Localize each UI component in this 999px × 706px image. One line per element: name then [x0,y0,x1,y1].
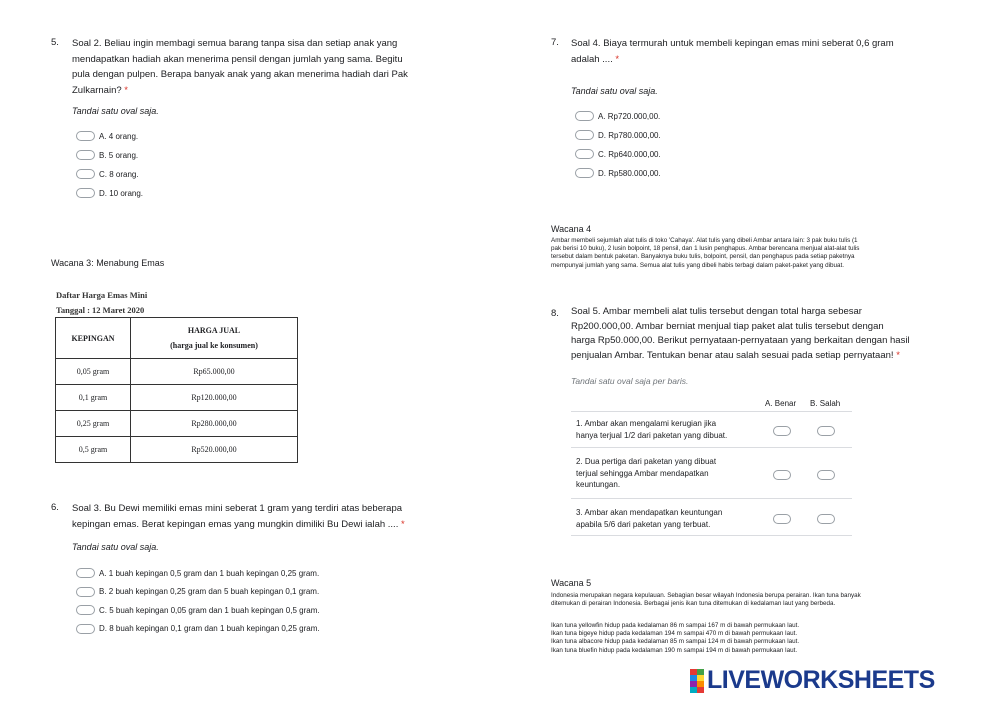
question-7-number: 7. [551,37,559,48]
table-row [56,385,298,411]
fact-line: Ikan tuna yellowfin hidup pada kedalaman 86 m sampai 167 m di bawah permukaan laut. [551,622,800,629]
question-5-text [72,36,492,98]
question-5-line: pula dengan pulpen. Berapa banyak anak yang akan menerima hadiah dari Pak [72,69,408,80]
question-5-line: mendapatkan hadiah akan menerima pensil dengan jumlah yang sama. Begitu [72,53,403,65]
required-asterisk: * [124,84,128,96]
wacana-4-text: Ambar membeli sejumlah alat tulis di toko 'Cahaya'. Alat tulis yang dibeli Ambar antara lain: 3 pak buku tulis (1 pak berisi 10 buku), 2 lusin bolpoint, 18 pensil, dan 1 lusin penghapus. Ambar berencana menjual alat-alat tulis tersebut dalam bentuk paketan. Banyaknya buku tulis, bolpoint, pensil, dan penghapus pada setiap paketnya mempunyai jumlah yang sama. Semua alat tulis yang dibeli habis terbagi dalam paket-paket yang dibuat. [551,237,860,269]
radio-salah[interactable] [817,470,835,480]
question-7-line: adalah .... * [571,53,620,65]
table-header-harga: HARGA JUAL (harga jual ke konsumen) [131,318,298,359]
fact-line: Ikan tuna bluefin hidup pada kedalaman 190 m sampai 194 m di bawah permukaan laut. [551,646,798,654]
cell-harga: Rp120.000,00 [131,385,298,411]
radio-oval[interactable] [76,169,95,179]
question-8-text [571,305,991,363]
cell-harga: Rp520.000,00 [131,437,298,463]
logo-icon [690,669,704,693]
price-table-title: Daftar Harga Emas Mini [56,290,148,300]
option-c[interactable]: C. 8 orang. [76,168,143,180]
radio-salah[interactable] [817,426,835,436]
table-row [56,411,298,437]
radio-oval[interactable] [575,111,594,121]
question-8-line: penjualan Ambar. Tentukan benar atau salah sesuai pada setiap pernyataan! * [571,349,900,361]
cell-kepingan: 0,5 gram [56,437,131,463]
question-5-number: 5. [51,37,59,48]
cell-harga: Rp280.000,00 [131,411,298,437]
table-row [56,437,298,463]
question-5-line: Zulkarnain? * [72,84,128,96]
question-5-line: Soal 2. Beliau ingin membagi semua barang tanpa sisa dan setiap anak yang [72,38,398,49]
grid-row-2: 2. Dua pertiga dari paketan yang dibuat terjual sehingga Ambar mendapatkan keuntungan. [571,447,852,498]
question-7-line: Soal 4. Biaya termurah untuk membeli kepingan emas mini seberat 0,6 gram [571,38,894,49]
question-6-line: Soal 3. Bu Dewi memiliki emas mini seberat 1 gram yang terdiri atas beberapa [72,503,403,514]
gold-price-table [55,317,298,463]
radio-benar[interactable] [773,470,791,480]
wacana-5-title: Wacana 5 [551,578,592,588]
option-a[interactable]: A. 1 buah kepingan 0,5 gram dan 1 buah kepingan 0,25 gram. [76,567,320,579]
radio-oval[interactable] [76,587,95,597]
price-table-date: Tanggal : 12 Maret 2020 [56,305,145,315]
table-header-kepingan: KEPINGAN [56,318,131,359]
wacana-3-title: Wacana 3: Menabung Emas [51,258,165,268]
radio-oval[interactable] [575,168,594,178]
option-b[interactable]: B. 5 orang. [76,149,143,161]
question-8-hint: Tandai satu oval saja per baris. [571,376,689,386]
wacana-5-intro: Indonesia merupakan negara kepulauan. Sebagian besar wilayah Indonesia berupa perairan. Ikan tuna banyak ditemukan di perairan Indonesia. Berbagai jenis ikan tuna ditemukan di kedalaman laut yang berbeda. [551,592,861,608]
option-d[interactable]: D. Rp580.000,00. [575,167,661,179]
radio-oval[interactable] [76,188,95,198]
question-6-options [76,567,320,635]
cell-kepingan: 0,25 gram [56,411,131,437]
radio-oval[interactable] [76,624,95,634]
radio-oval[interactable] [76,150,95,160]
logo-tile [697,687,704,693]
wacana-4-title: Wacana 4 [551,224,592,234]
table-row [56,359,298,385]
question-6-hint: Tandai satu oval saja. [72,542,159,552]
question-7-options [575,110,661,179]
required-asterisk: * [615,53,620,65]
cell-kepingan: 0,1 gram [56,385,131,411]
option-c[interactable]: C. Rp640.000,00. [575,148,661,160]
logo-text: LIVEWORKSHEETS [707,666,935,694]
radio-salah[interactable] [817,514,835,524]
fact-line: Ikan tuna bigeye hidup pada kedalaman 194 m sampai 470 m di bawah permukaan laut. [551,630,798,638]
option-d[interactable]: D. 8 buah kepingan 0,1 gram dan 1 buah kepingan 0,25 gram. [76,623,320,635]
logo-tile [690,687,697,693]
option-c[interactable]: C. 5 buah kepingan 0,05 gram dan 1 buah kepingan 0,5 gram. [76,604,320,616]
question-7-hint: Tandai satu oval saja. [571,86,658,96]
question-8-number: 8. [551,308,559,319]
cell-kepingan: 0,05 gram [56,359,131,385]
question-6-line: kepingan emas. Berat kepingan emas yang mungkin dimiliki Bu Dewi ialah .... * [72,518,405,530]
grid-row-1: 1. Ambar akan mengalami kerugian jika hanya terjual 1/2 dari paketan yang dibuat. [571,411,852,447]
option-b[interactable]: D. Rp780.000,00. [575,129,661,141]
option-a[interactable]: A. Rp720.000,00. [575,110,661,122]
radio-oval[interactable] [575,149,594,159]
required-asterisk: * [896,349,900,361]
liveworksheets-logo[interactable] [690,666,935,695]
question-5-options [76,130,143,199]
option-d[interactable]: D. 10 orang. [76,187,143,199]
question-6-number: 6. [51,502,59,513]
option-b[interactable]: B. 2 buah kepingan 0,25 gram dan 5 buah kepingan 0,1 gram. [76,586,320,598]
wacana-5-facts [551,622,971,655]
question-8-line: Rp200.000,00. Ambar berniat menjual tiap paket alat tulis tersebut dengan [571,320,884,332]
cell-harga: Rp65.000,00 [131,359,298,385]
radio-benar[interactable] [773,426,791,436]
radio-oval[interactable] [76,568,95,578]
radio-oval[interactable] [575,130,594,140]
column-header-benar: A. Benar [765,399,797,408]
radio-oval[interactable] [76,131,95,141]
column-header-salah: B. Salah [810,399,841,408]
question-5-hint: Tandai satu oval saja. [72,106,159,116]
option-a[interactable]: A. 4 orang. [76,130,143,142]
question-7-text [571,36,971,67]
grid-row-3: 3. Ambar akan mendapatkan keuntungan apabila 5/6 dari paketan yang terbuat. [571,498,852,536]
question-6-text [72,501,492,532]
fact-line: Ikan tuna albacore hidup pada kedalaman 85 m sampai 124 m di bawah permukaan laut. [551,638,800,646]
radio-benar[interactable] [773,514,791,524]
radio-oval[interactable] [76,605,95,615]
question-8-line: harga Rp50.000,00. Berikut pernyataan-pernyataan yang berkaitan dengan hasil [571,335,910,346]
question-8-line: Soal 5. Ambar membeli alat tulis tersebut dengan total harga sebesar [571,306,862,317]
required-asterisk: * [400,518,405,530]
